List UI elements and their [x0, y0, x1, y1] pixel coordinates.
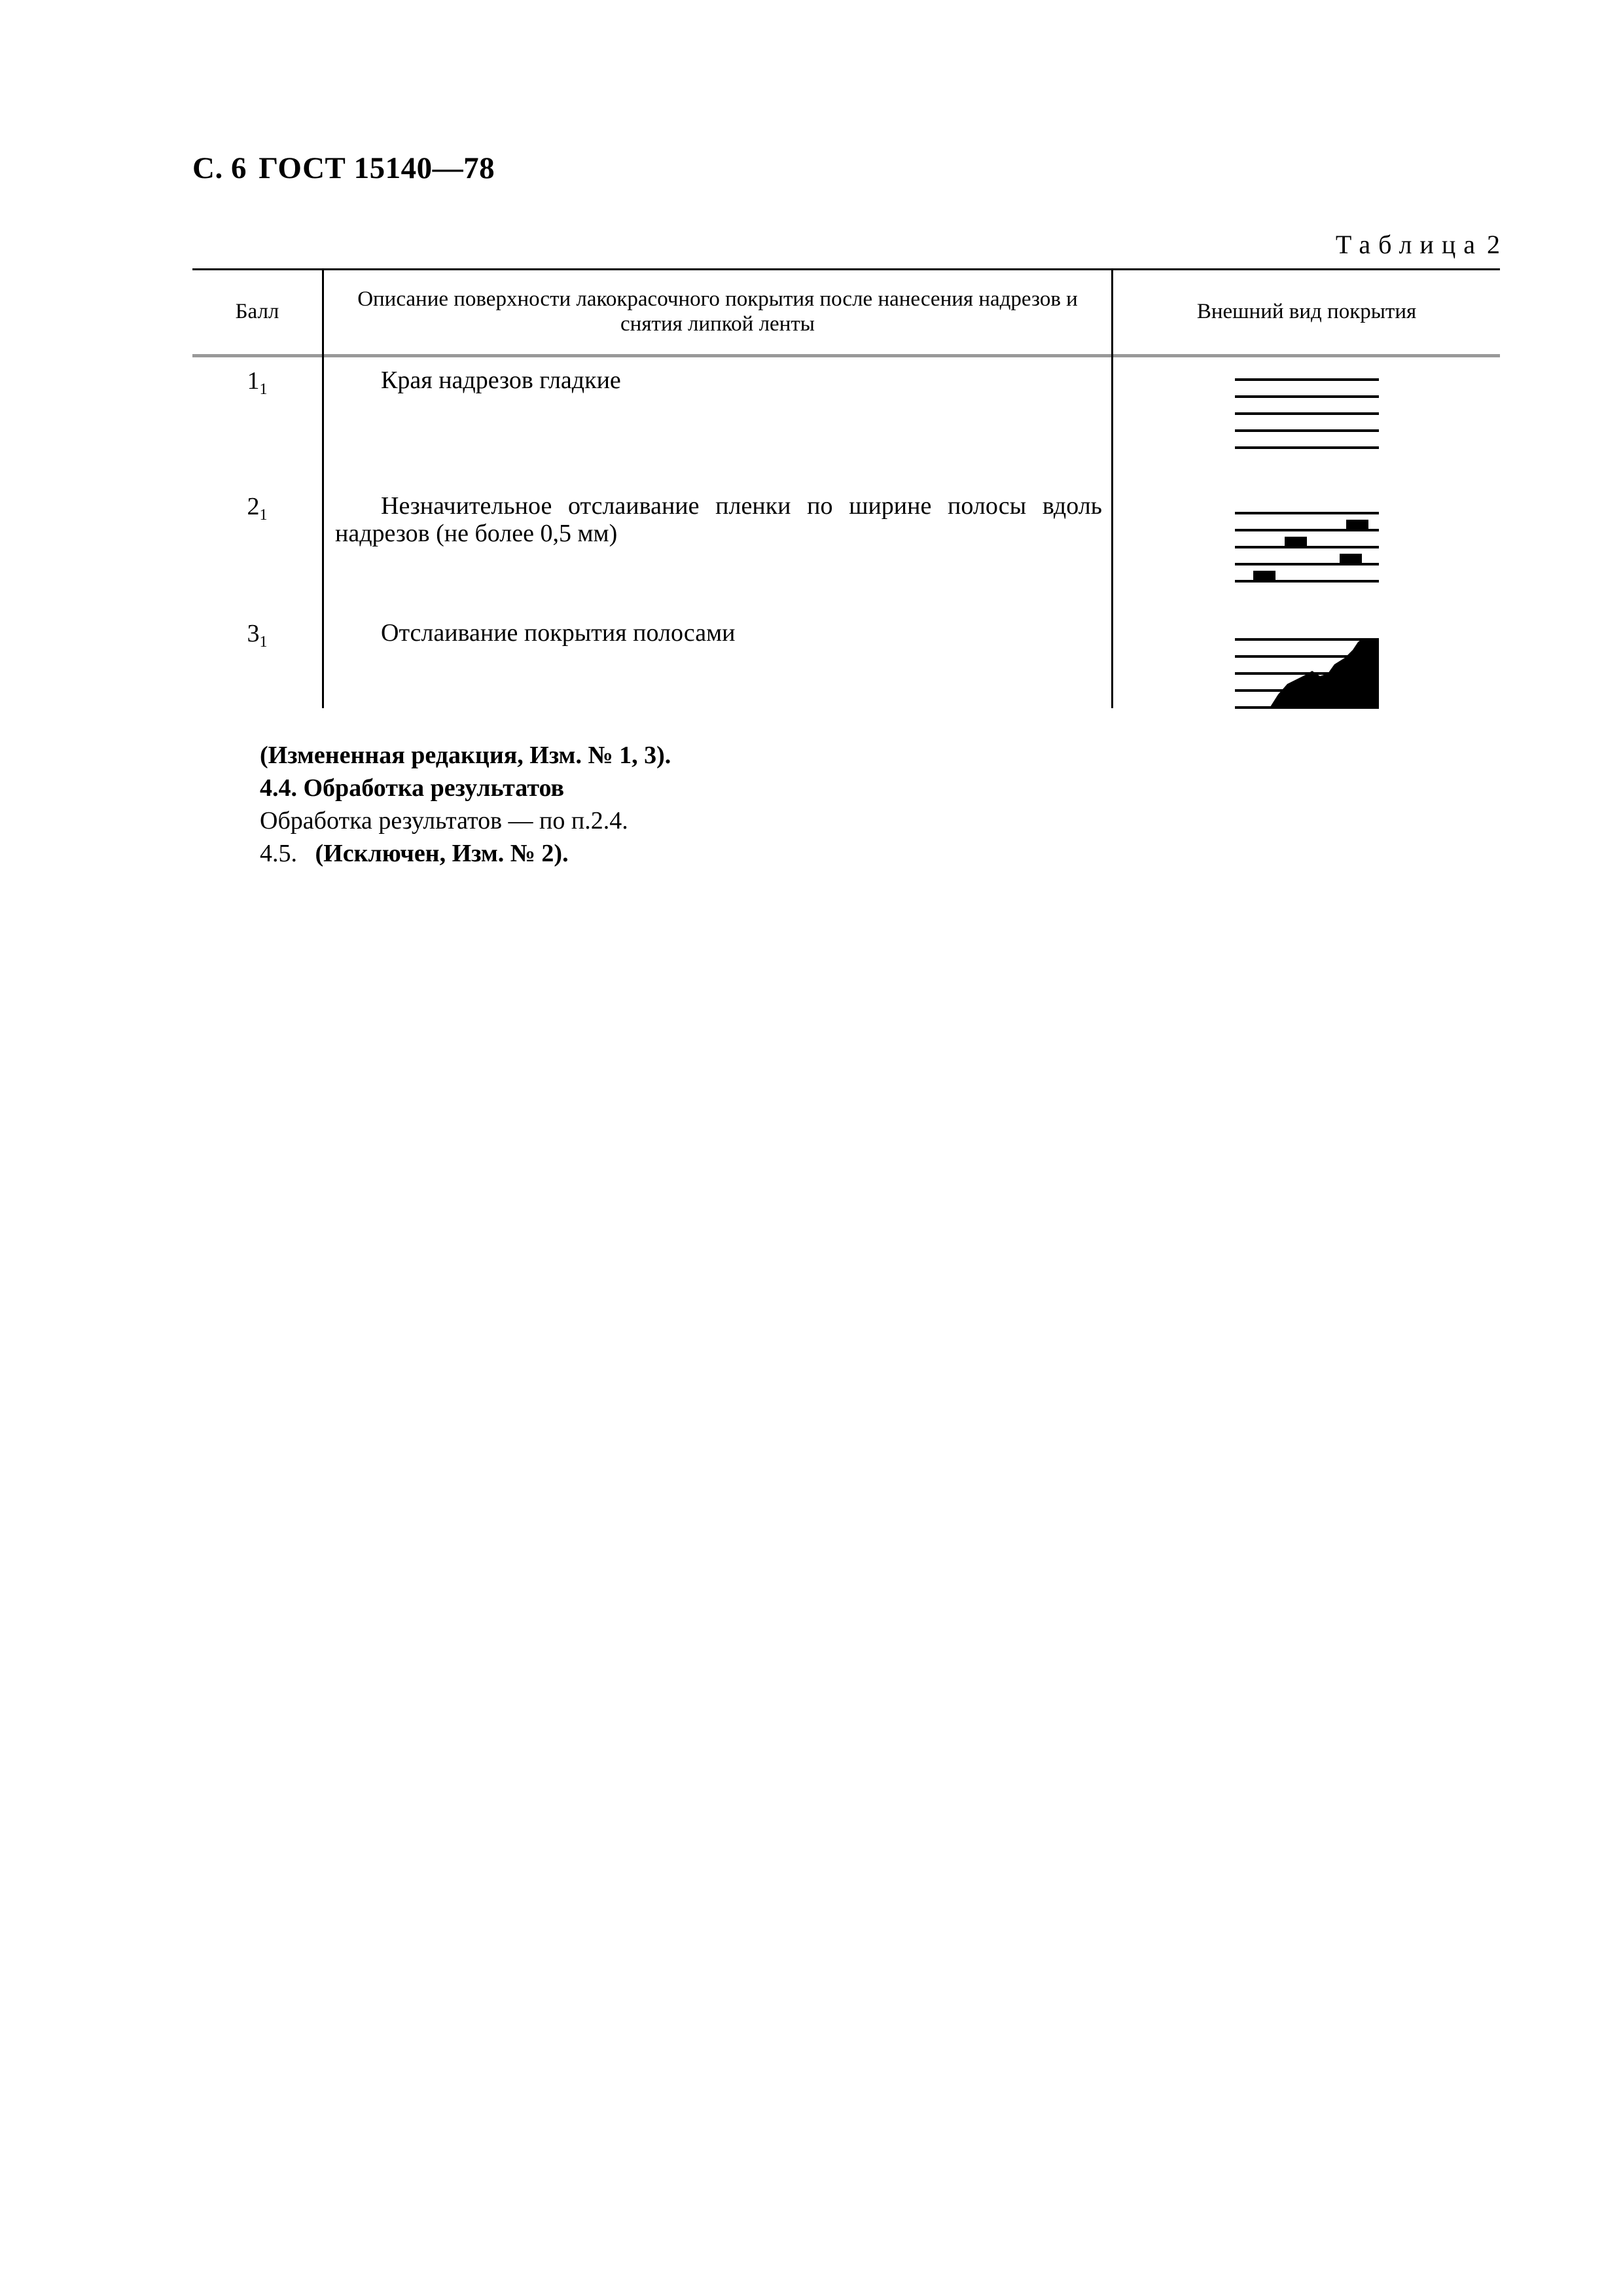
- processing-text: Обработка результатов — по п.2.4.: [260, 807, 628, 834]
- column-header-appearance: Внешний вид покрытия: [1196, 299, 1417, 323]
- description-cell: Края надрезов гладкие: [381, 367, 621, 394]
- strip-peeling-figure: [1235, 638, 1379, 711]
- page-number: С. 6: [192, 151, 247, 185]
- gost-designation: ГОСТ 15140—78: [259, 151, 495, 185]
- smooth-cut-lines-figure: [1235, 378, 1379, 452]
- section-heading: 4.4. Обработка результатов: [260, 774, 565, 802]
- column-header-score: Балл: [235, 299, 279, 323]
- item-text: (Исключен, Изм. № 2).: [315, 840, 569, 867]
- table-caption-number: 2: [1487, 230, 1500, 259]
- table-caption: [1336, 229, 1500, 260]
- description-cell: Отслаивание покрытия полосами: [381, 619, 736, 647]
- slight-peeling-figure: [1235, 512, 1379, 585]
- excluded-item: [260, 840, 569, 867]
- page-header: [192, 151, 495, 186]
- score-cell: $1_1$: [247, 367, 268, 398]
- column-header-description: Описание поверхности лакокрасочного покрытия после нанесения надрезов и снятия липкой ленты: [357, 287, 1078, 336]
- table-header-rule: [192, 354, 1500, 357]
- score-cell: $2_1$: [247, 493, 268, 524]
- revision-note: (Измененная редакция, Изм. № 1, 3).: [260, 742, 671, 769]
- results-table: [192, 268, 1500, 708]
- item-number: 4.5.: [260, 840, 297, 867]
- score-cell: $3_1$: [247, 620, 268, 651]
- table-caption-label: Таблица: [1335, 230, 1483, 259]
- description-cell: Незначительное отслаивание пленки по ширине полосы вдоль надрезов (не более 0,5 мм): [335, 492, 1102, 547]
